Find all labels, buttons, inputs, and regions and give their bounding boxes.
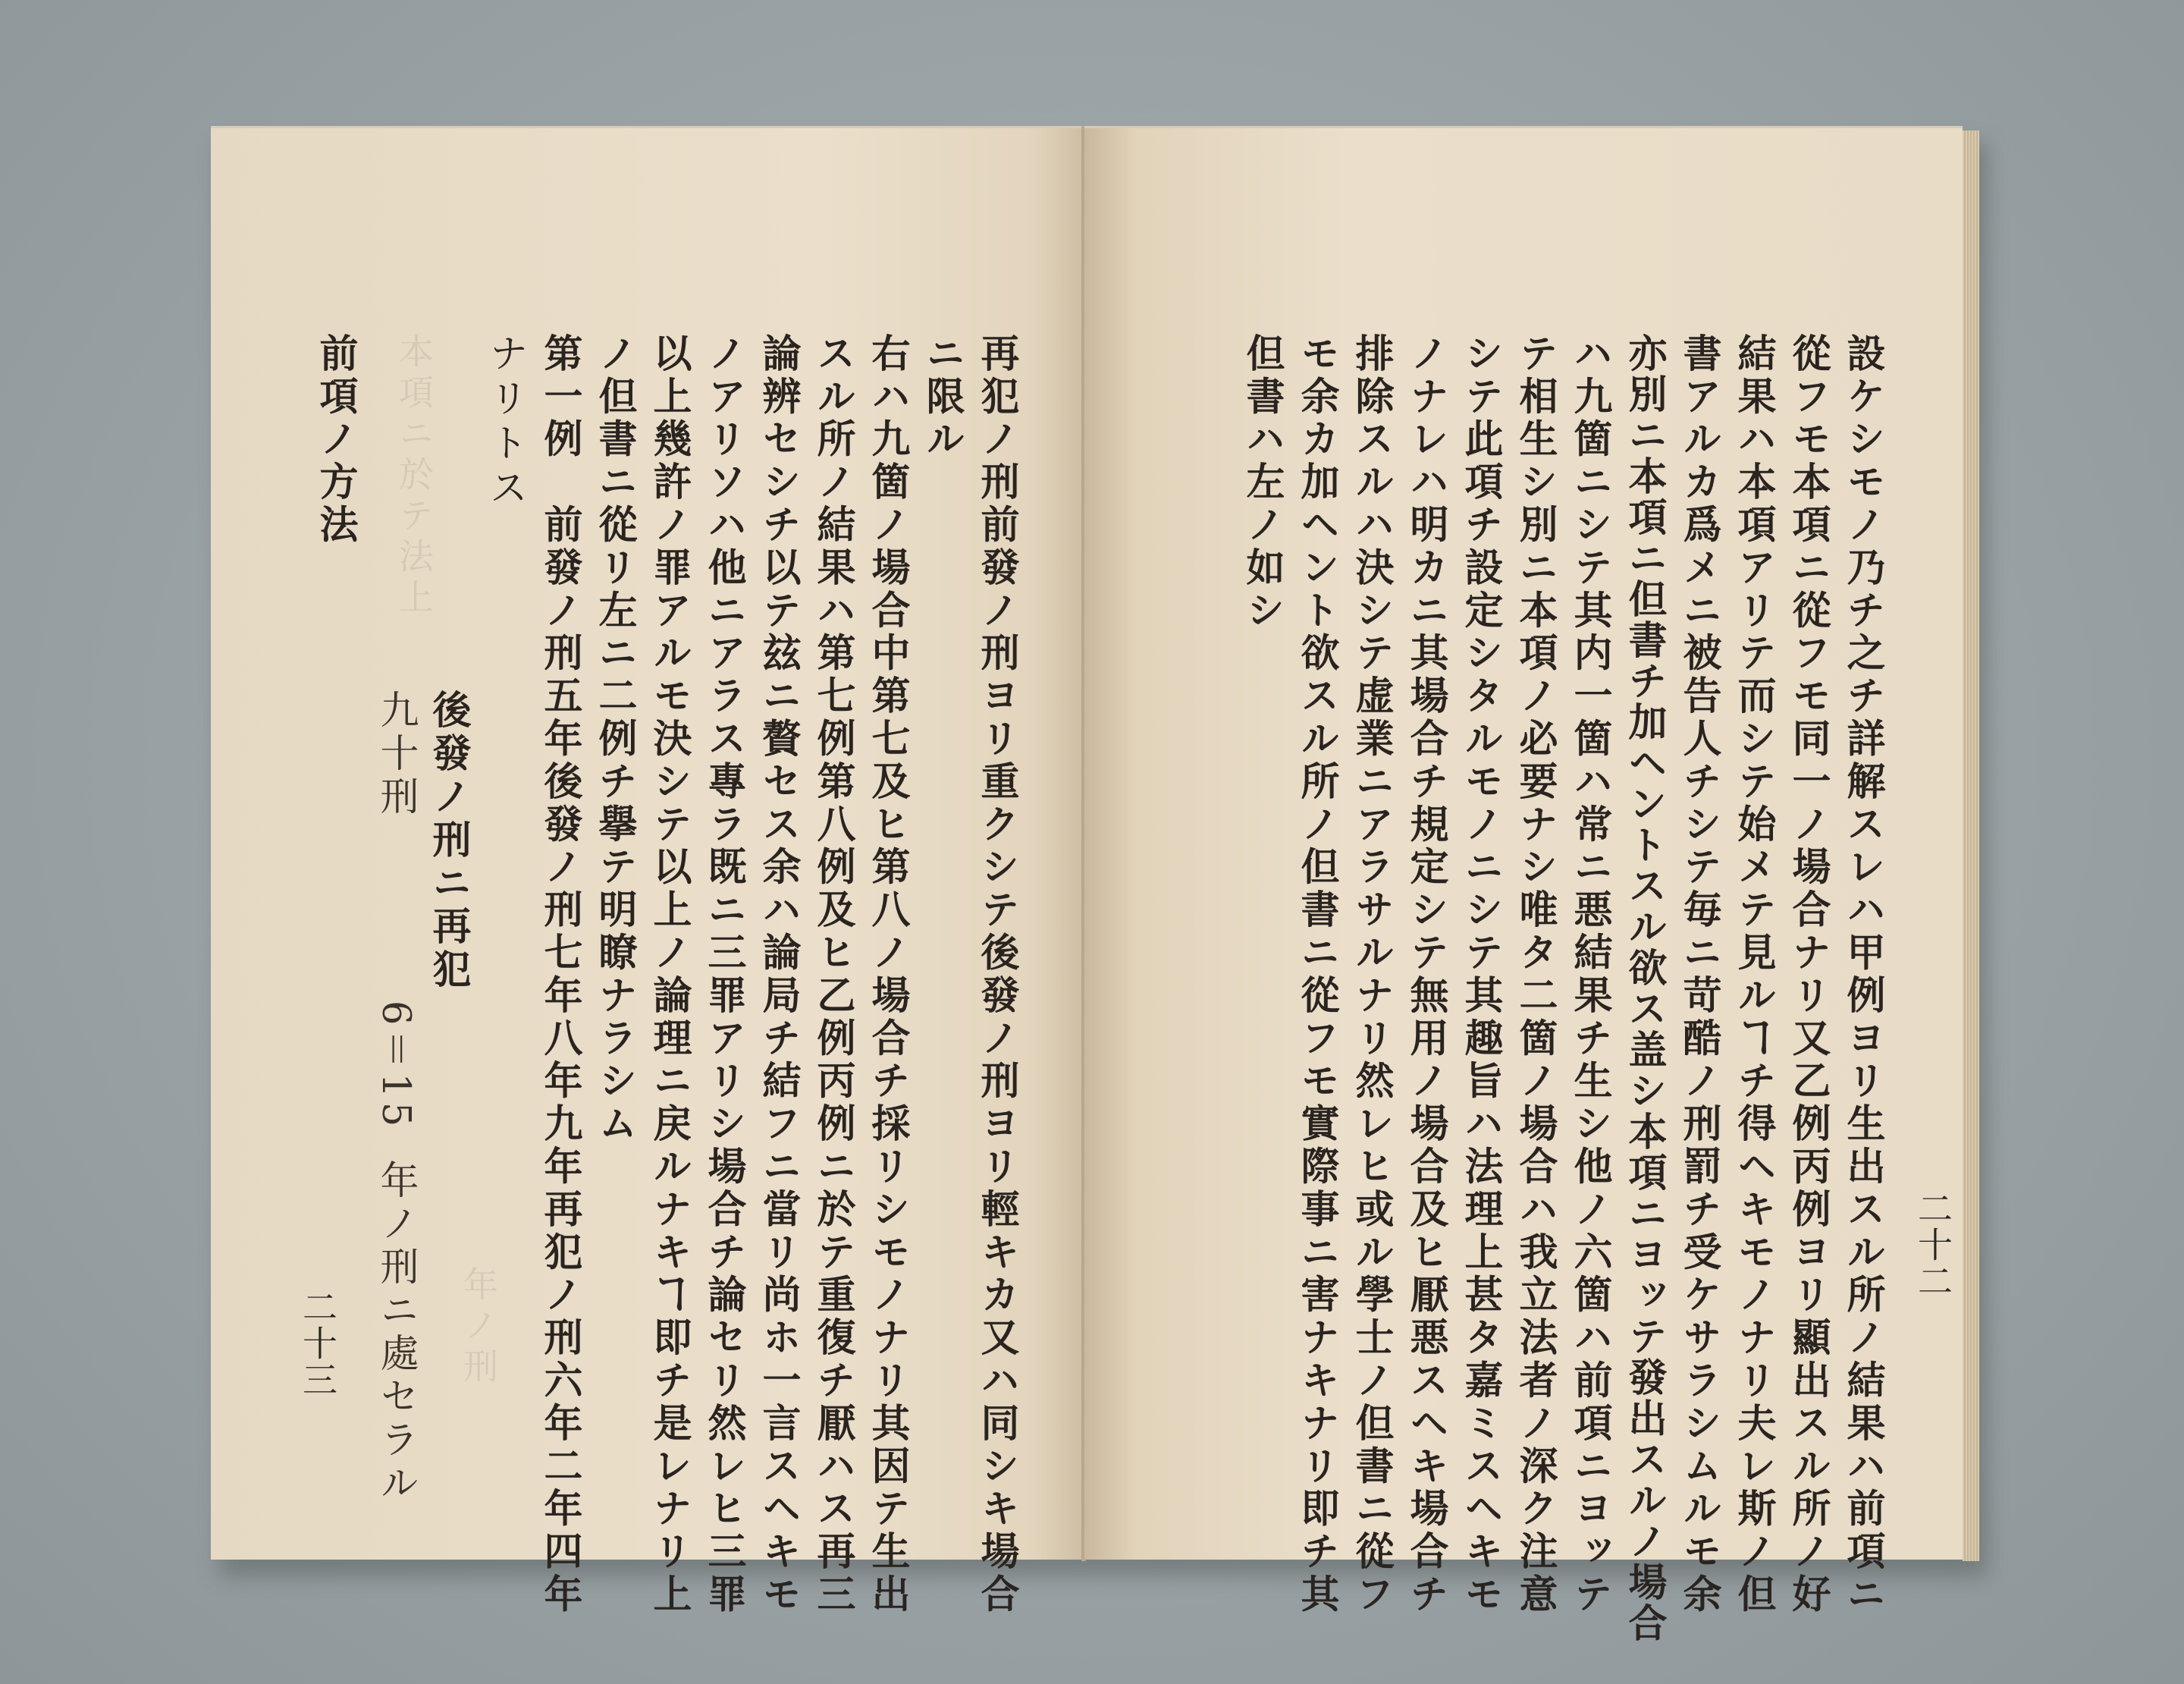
open-book [211,126,1978,1644]
heading-recidivism: 後發ノ刑ニ再犯 [425,690,471,992]
page-number-right: 二十二 [1913,1190,1953,1299]
fore-edge [1963,130,1979,1561]
bleed-through: 年ノ刑 [458,1266,499,1389]
right-col-9: ノナレハ明カニ其場合チ規定シテ無用ノ場合及ヒ厭悪スヘキ場合チ [1403,333,1448,1616]
right-col-1: 設ケシモノ乃チ之チ詳解スレハ甲例ヨリ生出スル所ノ結果ハ前項ニ [1840,333,1885,1616]
left-col-1: 再犯ノ刑前發ノ刑ヨリ重クシテ後發ノ刑ヨリ輕キカ又ハ同シキ場合 [974,333,1019,1616]
left-col-10: ナリトス [482,333,527,512]
page-number-left: 二十三 [297,1289,338,1398]
right-col-4: 書アルカ爲メニ被告人チシテ毎ニ苛酷ノ刑罰チ受ケサラシムルモ余 [1676,333,1721,1616]
right-col-10: 排除スルハ決シテ虚業ニアラサルナリ然レヒ或ル學士ノ但書ニ從フ [1348,333,1394,1617]
left-page [211,126,1084,1617]
left-col-4: スル所ノ結果ハ第七例第八例及ヒ乙例丙例ニ於テ重復チ厭ハス再三 [810,333,855,1616]
left-col-2: ニ限ル [919,333,965,462]
right-col-3: 結果ハ本項アリテ而シテ始メテ見ルヿチ得ヘキモノナリ夫レ斯ノ但 [1731,333,1776,1616]
right-col-11: モ余カ加ヘント欲スル所ノ但書ニ從フモ實際事ニ害ナキナリ即チ其 [1294,333,1339,1616]
left-col-6: ノアリソハ他ニアラス專ラ既ニ三罪アリシ場合チ論セリ然レヒ三罪 [701,333,746,1616]
right-col-12: 但書ハ左ノ如シ [1239,333,1285,633]
right-page [1084,126,1963,1644]
heading-calc-value: 6＝15 [373,1001,418,1132]
left-col-7: 以上幾許ノ罪アルモ決シテ以上ノ論理ニ戻ルナキヿ即チ是レナリ上 [646,333,692,1616]
right-col-7: テ相生シ別ニ本項ノ必要ナシ唯タ二箇ノ場合ハ我立法者ノ深ク注意 [1512,333,1558,1616]
heading-calc-prefix: 九十刑 [373,690,418,819]
left-col-8: ノ但書ニ從リ左ニ二例チ擧テ明瞭ナラシム [592,333,637,1146]
right-col-2: 從フモ本項ニ從フモ同一ノ場合ナリ又乙例丙例ヨリ顯出スル所ノ好 [1785,333,1831,1617]
bleed-through: 本項ニ於テ法上 [394,333,435,620]
heading-calc-suffix: 年ノ刑ニ處セラル [373,1160,418,1506]
left-final-col: 前項ノ方法 [312,333,358,547]
left-col-9: 第一例 前發ノ刑五年後發ノ刑七年八年九年再犯ノ刑六年二年四年 [537,333,582,1616]
right-col-8: シテ此項チ設定シタルモノニシテ其趣旨ハ法理上甚タ嘉ミスヘキモ [1458,333,1503,1616]
left-col-3: 右ハ九箇ノ場合中第七及ヒ第八ノ場合チ採リシモノナリ其因テ生出 [864,333,910,1616]
right-col-5: 亦別ニ本項ニ但書チ加ヘントスル欲ス盖シ本項ニヨッテ發出スルノ場合 [1621,333,1667,1644]
right-col-6: ハ九箇ニシテ其内一箇ハ常ニ悪結果チ生シ他ノ六箇ハ前項ニヨッテ [1567,333,1612,1616]
left-col-5: 論辨セシチ以テ玆ニ贅セス余ハ論局チ結フニ當リ尚ホ一言スヘキモ [755,333,801,1617]
